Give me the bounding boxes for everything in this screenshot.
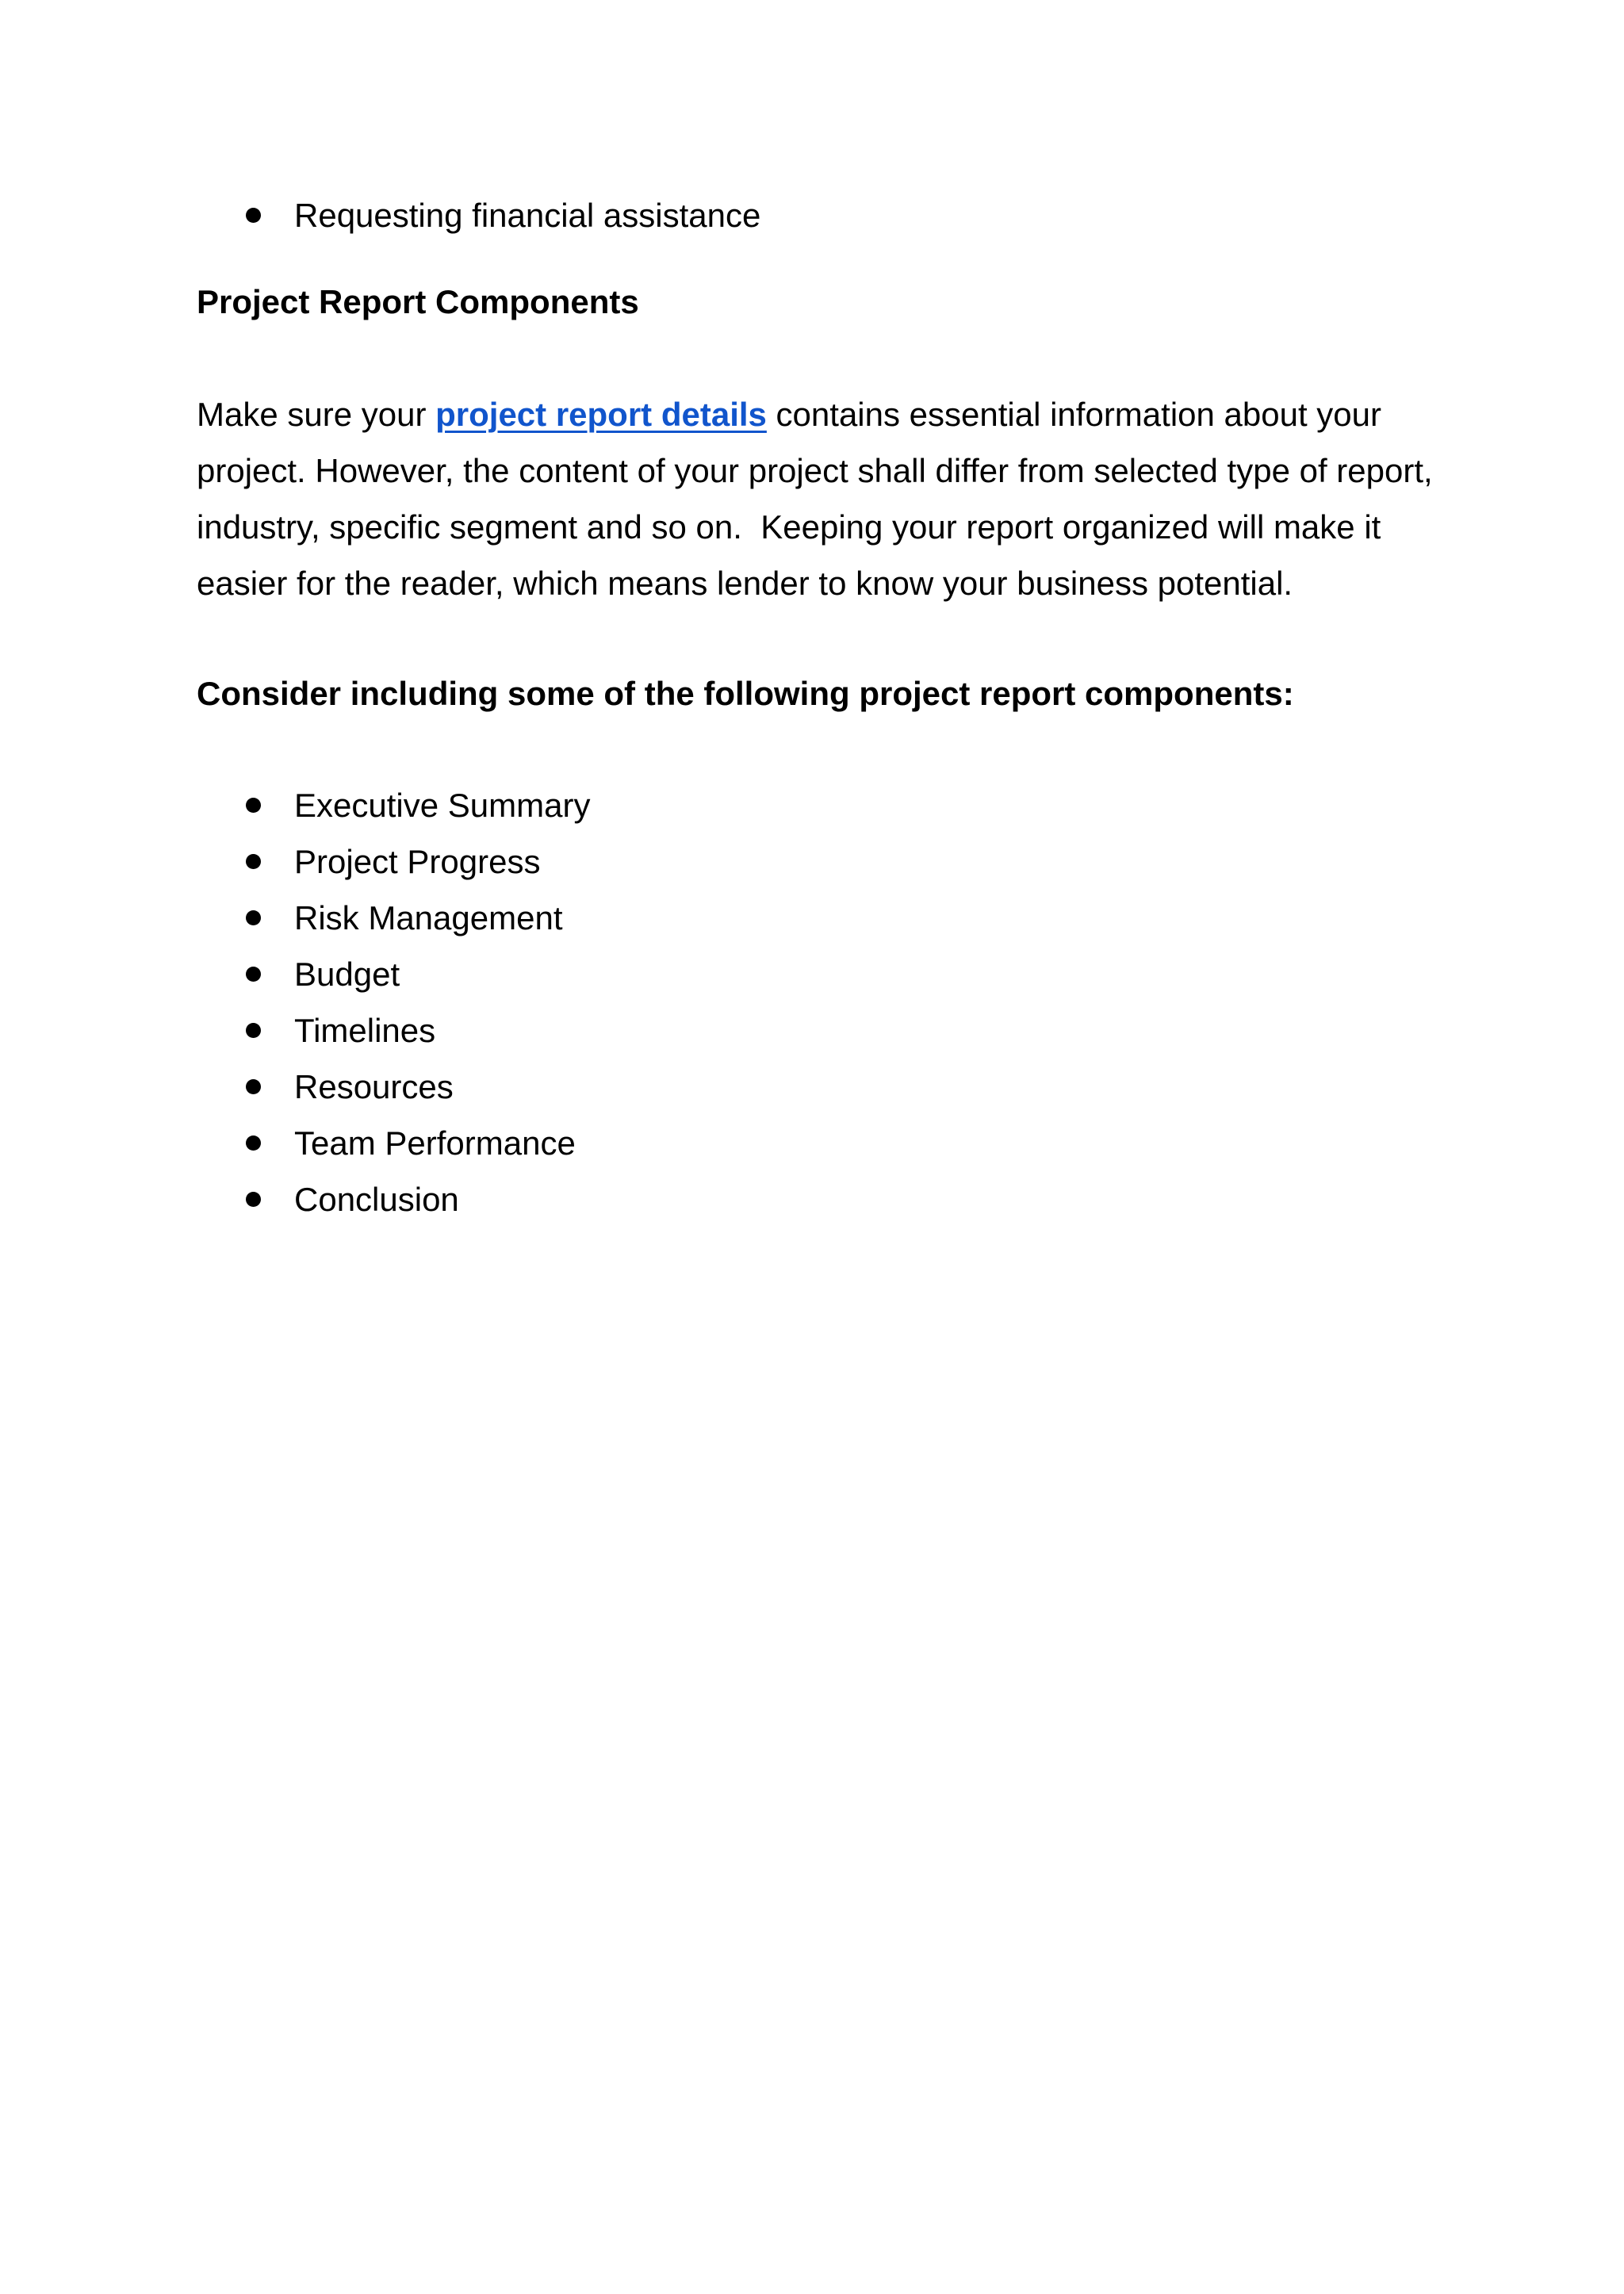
section-heading: Project Report Components bbox=[197, 283, 639, 320]
list-item-label: Timelines bbox=[294, 1012, 436, 1049]
bullet-icon bbox=[246, 854, 261, 869]
list-item-label: Resources bbox=[294, 1068, 454, 1105]
bullet-icon bbox=[246, 967, 261, 982]
paragraph-line-2: project. However, the content of your project shall differ from selected type of report, bbox=[197, 452, 1433, 489]
list-item-label: Conclusion bbox=[294, 1181, 459, 1218]
list-item-label: Team Performance bbox=[294, 1124, 576, 1162]
bullet-icon bbox=[246, 208, 261, 223]
paragraph-text: Make sure your bbox=[197, 396, 436, 433]
list-item-label: Budget bbox=[294, 956, 400, 993]
list-item bbox=[197, 946, 1434, 1002]
bullet-icon bbox=[246, 910, 261, 925]
list-item-label: Requesting financial assistance bbox=[294, 197, 761, 234]
list-item bbox=[197, 833, 1434, 890]
list-item bbox=[197, 1059, 1434, 1115]
paragraph-line-3: industry, specific segment and so on. Keeping your report organized will make it bbox=[197, 508, 1381, 546]
list-item bbox=[197, 1171, 1434, 1227]
top-bullet-list bbox=[197, 187, 1434, 243]
list-item bbox=[197, 1002, 1434, 1059]
project-report-details-link[interactable]: project report details bbox=[435, 396, 767, 433]
intro-paragraph bbox=[197, 386, 1434, 611]
bullet-icon bbox=[246, 1192, 261, 1207]
components-heading: Consider including some of the following project report components: bbox=[197, 675, 1294, 712]
document-content bbox=[197, 187, 1434, 1227]
list-item bbox=[197, 1115, 1434, 1171]
list-item bbox=[197, 890, 1434, 946]
list-item-label: Executive Summary bbox=[294, 787, 591, 824]
bullet-icon bbox=[246, 1023, 261, 1038]
paragraph-line-1 bbox=[197, 386, 1434, 442]
list-item bbox=[197, 777, 1434, 833]
paragraph-line-4: easier for the reader, which means lender to know your business potential. bbox=[197, 565, 1293, 602]
list-item-label: Risk Management bbox=[294, 899, 563, 936]
bullet-icon bbox=[246, 1079, 261, 1094]
paragraph-text: contains essential information about your bbox=[766, 396, 1382, 433]
list-item-label: Project Progress bbox=[294, 843, 541, 880]
bullet-icon bbox=[246, 798, 261, 813]
list-item bbox=[197, 187, 1434, 243]
bullet-icon bbox=[246, 1136, 261, 1151]
components-bullet-list bbox=[197, 777, 1434, 1227]
